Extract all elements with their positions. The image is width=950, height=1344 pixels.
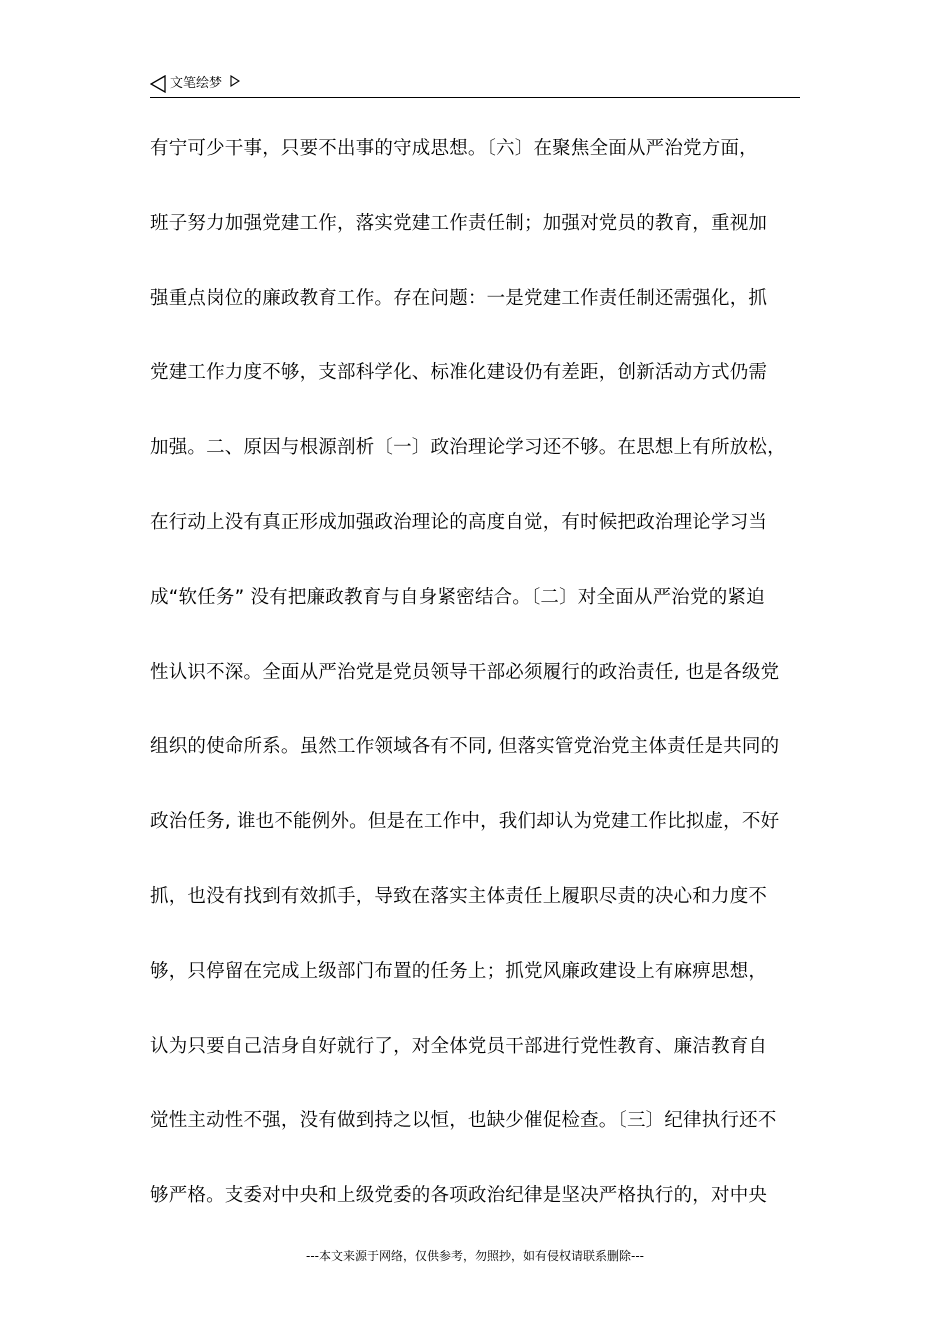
text-line: 在行动上没有真正形成加强政治理论的高度自觉，有时候把政治理论学习当 bbox=[150, 511, 768, 533]
header-brand bbox=[150, 74, 240, 94]
triangle-right-icon bbox=[230, 75, 240, 87]
text-line: 抓，也没有找到有效抓手，导致在落实主体责任上履职尽责的决心和力度不 bbox=[150, 885, 768, 907]
footer-disclaimer: ---本文来源于网络，仅供参考，勿照抄，如有侵权请联系删除--- bbox=[306, 1249, 644, 1263]
text-line: 强重点岗位的廉政教育工作。存在问题：一是党建工作责任制还需强化，抓 bbox=[150, 287, 768, 309]
text-line: 认为只要自己洁身自好就行了，对全体党员干部进行党性教育、廉洁教育自 bbox=[150, 1035, 768, 1057]
text-line: 有宁可少干事，只要不出事的守成思想。〔六〕在聚焦全面从严治党方面， bbox=[150, 138, 758, 159]
header-title: 文笔绘梦 bbox=[170, 76, 223, 91]
text-line: 党建工作力度不够，支部科学化、标准化建设仍有差距，创新活动方式仍需 bbox=[150, 362, 768, 384]
text-line: 觉性主动性不强，没有做到持之以恒，也缺少催促检查。〔三〕纪律执行还不 bbox=[150, 1110, 777, 1132]
text-line: 成“软任务” 没有把廉政教育与自身紧密结合。〔二〕对全面从严治党的紧迫 bbox=[150, 586, 765, 608]
triangle-left-icon bbox=[150, 75, 166, 93]
text-line: 够严格。支委对中央和上级党委的各项政治纪律是坚决严格执行的，对中央 bbox=[150, 1185, 768, 1207]
text-line: 组织的使命所系。虽然工作领域各有不同, 但落实管党治党主体责任是共同的 bbox=[150, 736, 780, 758]
document-body bbox=[150, 131, 810, 1253]
text-line: 政治任务, 谁也不能例外。但是在工作中，我们却认为党建工作比拟虚，不好 bbox=[150, 811, 780, 833]
text-line: 班子努力加强党建工作，落实党建工作责任制；加强对党员的教育，重视加 bbox=[150, 212, 768, 234]
header-divider bbox=[150, 97, 800, 98]
text-line: 性认识不深。全面从严治党是党员领导干部必须履行的政治责任, 也是各级党 bbox=[150, 661, 780, 683]
page-header bbox=[150, 74, 800, 98]
text-line: 够，只停留在完成上级部门布置的任务上；抓党风廉政建设上有麻痹思想， bbox=[150, 960, 768, 982]
text-line: 加强。二、原因与根源剖析〔一〕政治理论学习还不够。在思想上有所放松， bbox=[150, 437, 786, 459]
